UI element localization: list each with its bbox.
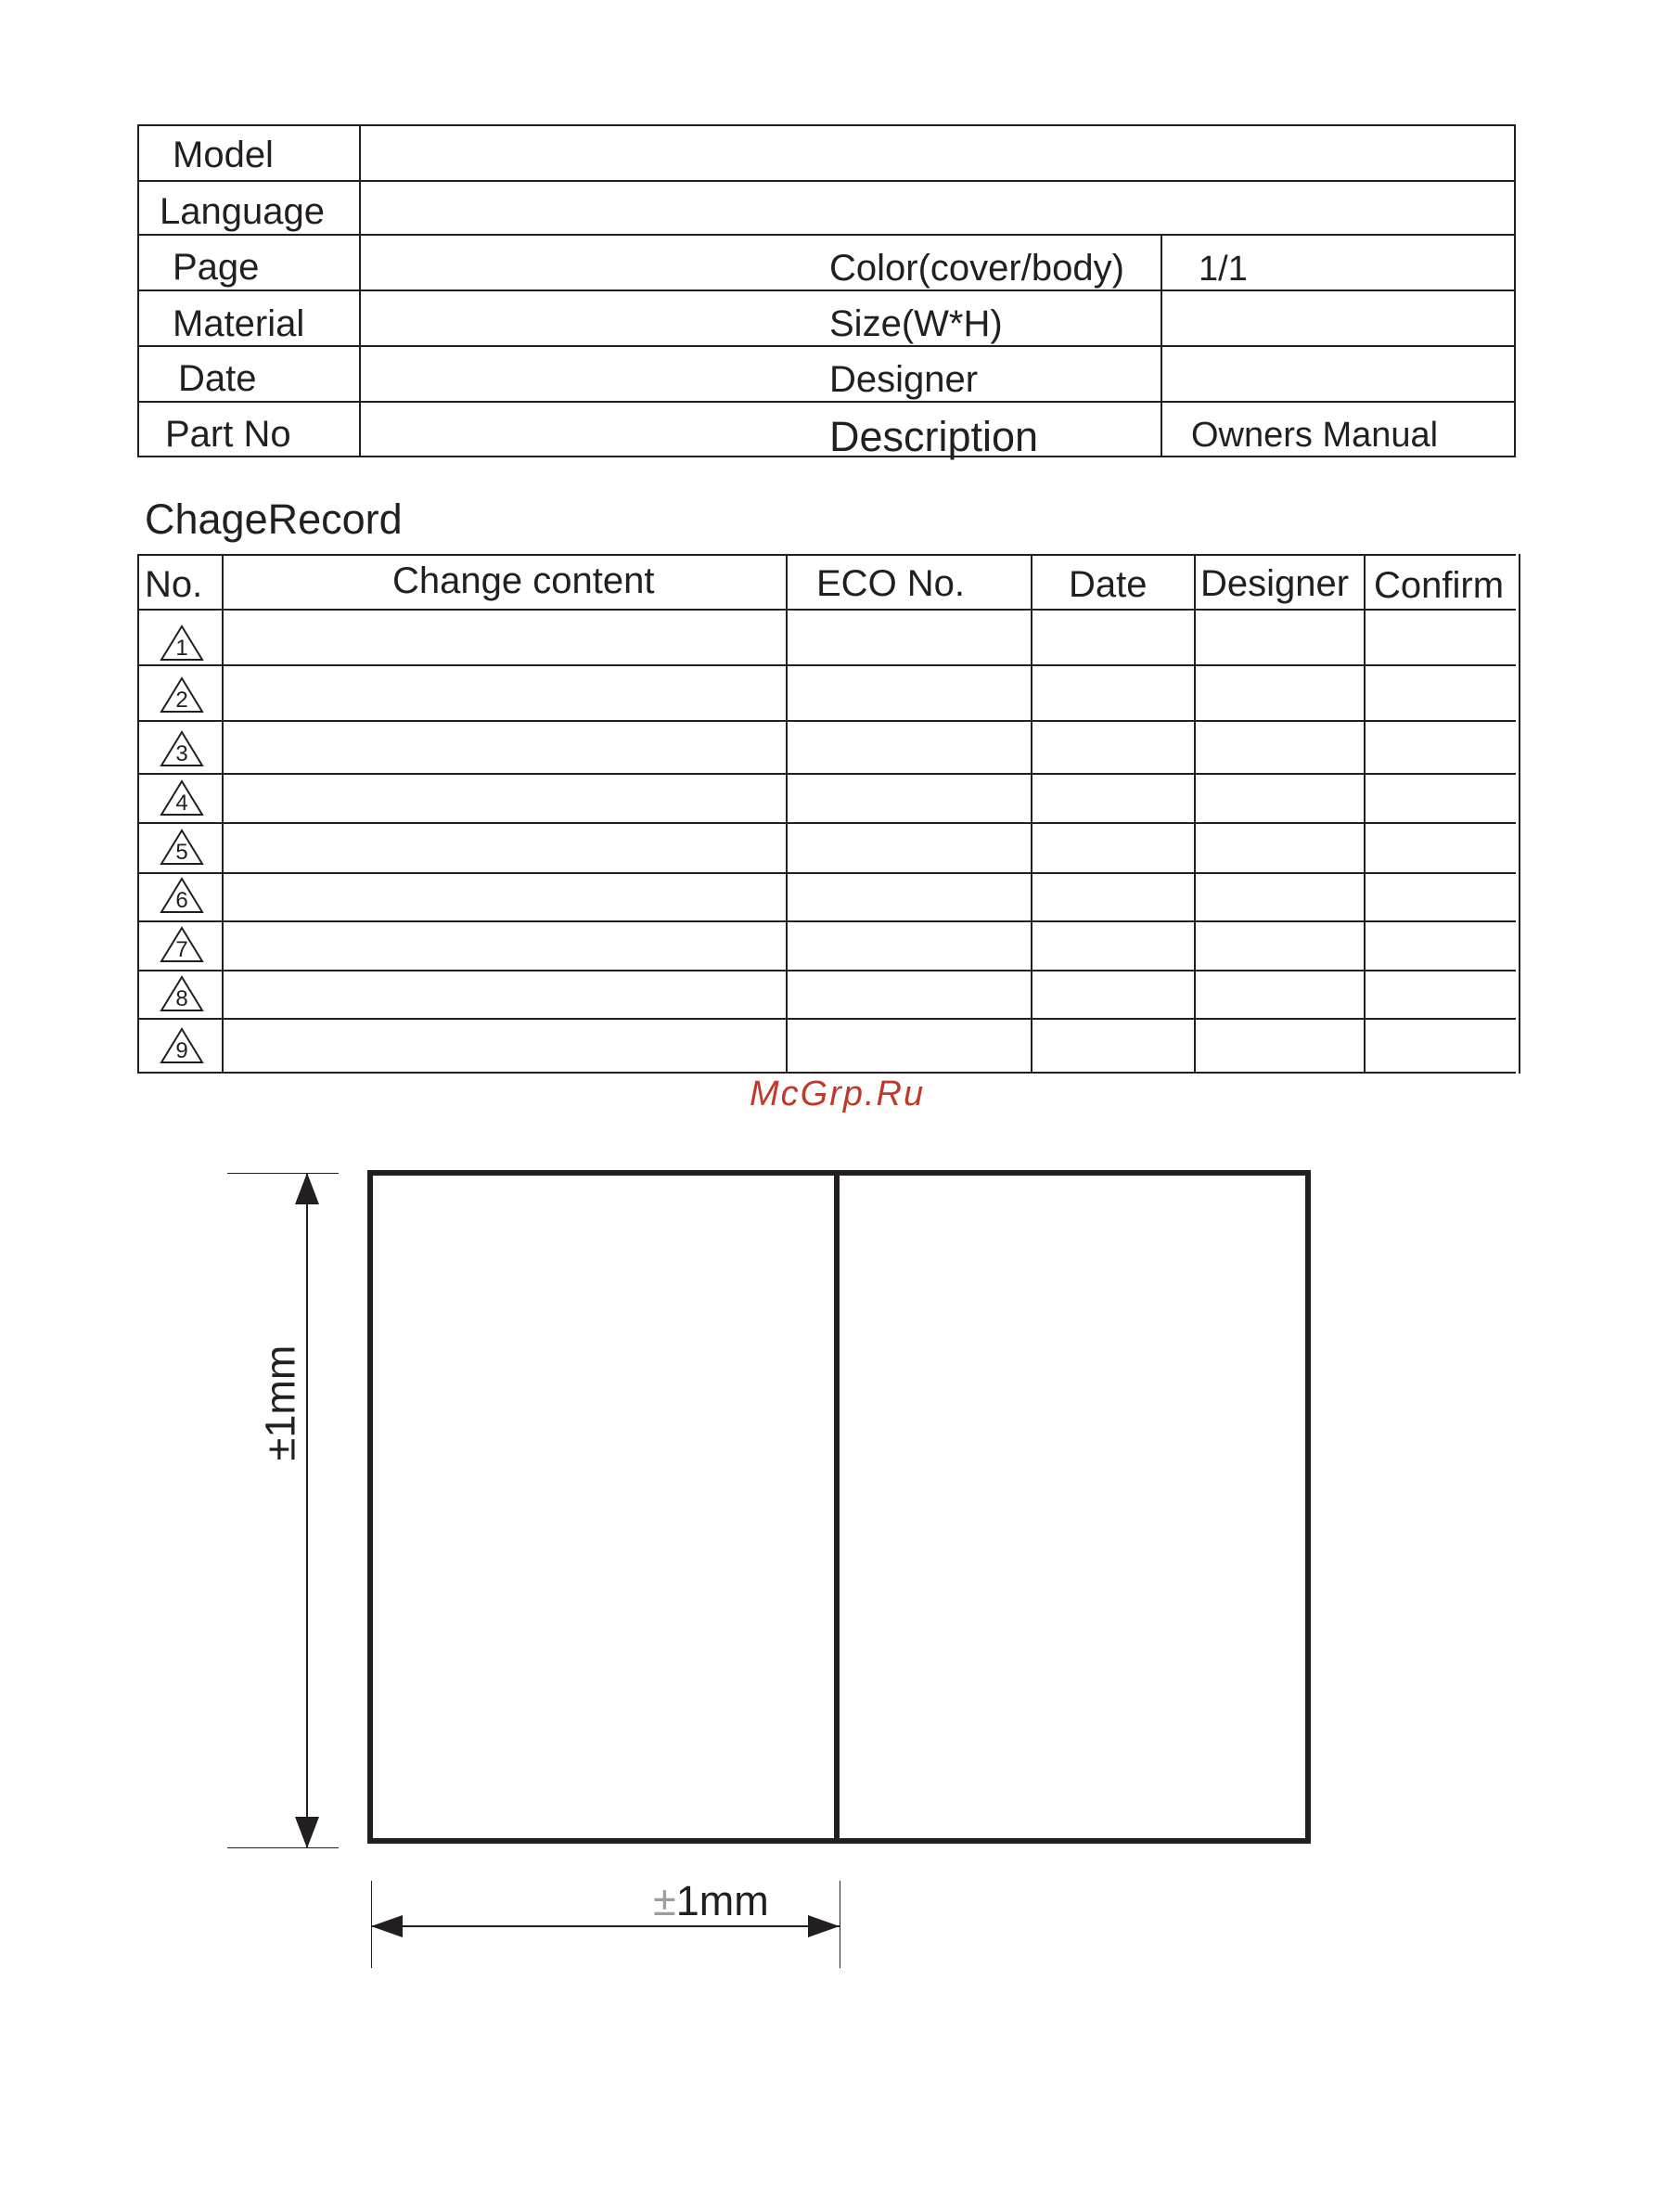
plus-minus: ± — [653, 1877, 676, 1924]
revision-triangle-icon: 6 — [160, 877, 204, 914]
record-line — [1519, 554, 1520, 1074]
spec-line — [137, 180, 1516, 182]
revision-triangle-icon: 3 — [160, 730, 204, 767]
revision-triangle-icon: 2 — [160, 676, 204, 714]
width-label — [653, 1877, 769, 1924]
arrow-right-icon — [808, 1915, 840, 1937]
record-line — [137, 1018, 1516, 1020]
record-line — [137, 920, 1516, 922]
value-description: Owners Manual — [1191, 416, 1439, 455]
height-label: ±1mm — [256, 1344, 304, 1461]
arrow-down-icon — [295, 1817, 319, 1848]
revision-triangle-icon: 8 — [160, 975, 204, 1012]
header-designer: Designer — [1200, 563, 1350, 604]
record-line — [137, 872, 1516, 874]
arrow-left-icon — [371, 1915, 403, 1937]
label-description: Description — [829, 413, 1039, 460]
label-color: Color(cover/body) — [829, 248, 1124, 289]
revision-triangle-icon: 9 — [160, 1027, 204, 1064]
label-size: Size(W*H) — [829, 303, 1003, 344]
change-record-title: ChageRecord — [145, 495, 403, 543]
header-no: No. — [145, 564, 203, 605]
record-line — [786, 554, 788, 1074]
revision-triangle-icon: 1 — [160, 624, 204, 662]
header-date: Date — [1069, 564, 1148, 605]
record-line — [1194, 554, 1196, 1074]
watermark: McGrp.Ru — [750, 1074, 926, 1113]
width-dimension-line — [371, 1925, 840, 1927]
fold-line — [834, 1170, 840, 1844]
spec-line — [359, 124, 361, 457]
spec-line — [137, 289, 1516, 291]
label-page: Page — [173, 247, 260, 288]
label-part-no: Part No — [165, 414, 291, 455]
header-confirm: Confirm — [1374, 565, 1505, 606]
label-language: Language — [160, 191, 325, 232]
record-line — [137, 609, 1516, 611]
label-model: Model — [173, 135, 274, 175]
record-line — [137, 822, 1516, 824]
spec-line — [137, 124, 139, 457]
spec-line — [137, 124, 1516, 126]
spec-line — [1161, 234, 1162, 457]
revision-triangle-icon: 4 — [160, 779, 204, 817]
record-line — [137, 1072, 1516, 1074]
extension-line-top — [227, 1173, 339, 1174]
spec-line — [137, 401, 1516, 403]
header-eco-no: ECO No. — [816, 563, 966, 604]
label-material: Material — [173, 303, 305, 344]
spec-line — [1514, 124, 1516, 457]
record-line — [1031, 554, 1032, 1074]
spec-line — [137, 456, 1516, 457]
label-date: Date — [178, 358, 257, 399]
header-change-content: Change content — [392, 560, 655, 601]
record-line — [137, 970, 1516, 971]
record-line — [137, 720, 1516, 722]
record-line — [137, 554, 139, 1074]
width-value: 1mm — [675, 1877, 769, 1924]
value-color: 1/1 — [1199, 250, 1248, 289]
record-line — [222, 554, 224, 1074]
revision-triangle-icon: 7 — [160, 926, 204, 963]
height-dimension-line — [306, 1173, 308, 1848]
spec-line — [137, 234, 1516, 236]
record-line — [137, 554, 1516, 556]
record-line — [137, 773, 1516, 775]
extension-line-bottom — [227, 1847, 339, 1848]
label-designer: Designer — [829, 359, 979, 400]
record-line — [137, 664, 1516, 666]
revision-triangle-icon: 5 — [160, 829, 204, 866]
arrow-up-icon — [295, 1173, 319, 1204]
record-line — [1364, 554, 1366, 1074]
spec-line — [137, 345, 1516, 347]
